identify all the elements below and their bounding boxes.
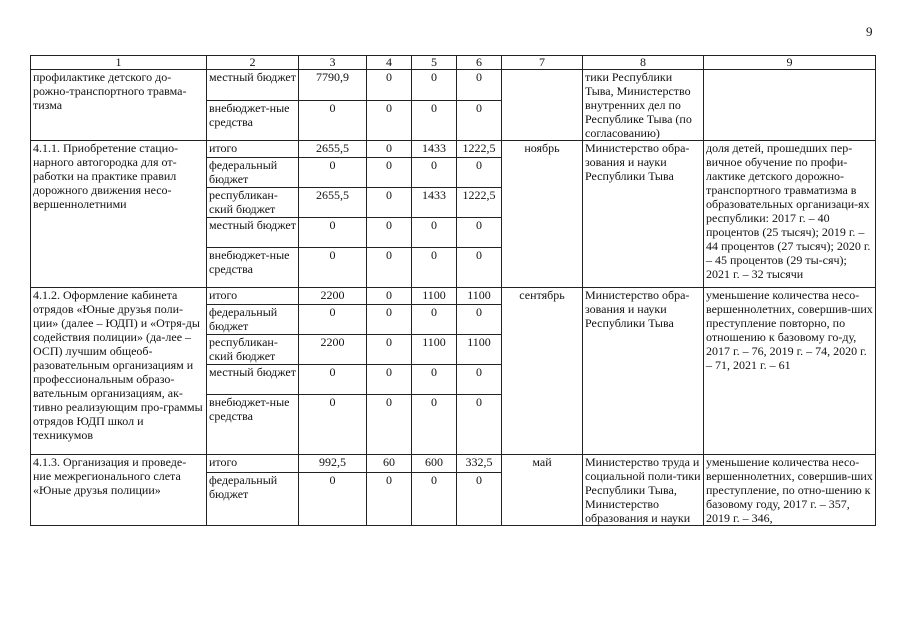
amount-col4-cell: 0	[367, 473, 412, 526]
amount-col5-cell: 1433	[412, 188, 457, 218]
amount-col6-cell: 0	[457, 395, 502, 455]
table-row	[31, 141, 876, 158]
term-cell: май	[502, 455, 583, 526]
amount-col5-cell: 0	[412, 473, 457, 526]
amount-total-cell: 0	[299, 248, 367, 288]
amount-col6-cell: 0	[457, 365, 502, 395]
indicator-cell	[704, 70, 876, 141]
funding-source-cell: местный бюджет	[207, 218, 299, 248]
executor-cell: Министерство обра-зования и науки Республики Тыва	[583, 288, 704, 455]
amount-col5-cell: 0	[412, 158, 457, 188]
indicator-cell: уменьшение количества несо-вершеннолетних, совершив-ших преступление, по отно-шению к базовому году, 2017 г. – 357, 2019 г. – 346,	[704, 455, 876, 526]
amount-col6-cell: 0	[457, 473, 502, 526]
amount-col4-cell: 0	[367, 141, 412, 158]
amount-col5-cell: 0	[412, 218, 457, 248]
amount-col4-cell: 0	[367, 288, 412, 305]
amount-col5-cell: 1433	[412, 141, 457, 158]
table-row	[31, 288, 876, 305]
amount-col5-cell: 0	[412, 248, 457, 288]
amount-total-cell: 0	[299, 365, 367, 395]
amount-col4-cell: 0	[367, 248, 412, 288]
funding-source-cell: внебюджет-ные средства	[207, 395, 299, 455]
amount-total-cell: 2655,5	[299, 188, 367, 218]
amount-col4-cell: 0	[367, 365, 412, 395]
amount-total-cell: 0	[299, 101, 367, 141]
amount-total-cell: 0	[299, 473, 367, 526]
funding-source-cell: федеральный бюджет	[207, 305, 299, 335]
amount-col5-cell: 0	[412, 101, 457, 141]
amount-col6-cell: 1100	[457, 335, 502, 365]
measure-title-cell: профилактике детского до-рожно-транспортного травма-тизма	[31, 70, 207, 141]
table-row	[31, 70, 876, 101]
measure-title-cell: 4.1.1. Приобретение стацио-нарного автогородка для от-работки на практике правил дорожного движения несо-вершеннолетними	[31, 141, 207, 288]
funding-source-cell: местный бюджет	[207, 365, 299, 395]
amount-total-cell: 2200	[299, 288, 367, 305]
executor-cell: Министерство обра-зования и науки Республики Тыва	[583, 141, 704, 288]
amount-col6-cell: 0	[457, 248, 502, 288]
funding-source-cell: итого	[207, 288, 299, 305]
header-cell: 3	[299, 56, 367, 70]
amount-col6-cell: 0	[457, 218, 502, 248]
amount-col4-cell: 0	[367, 305, 412, 335]
measure-title-cell: 4.1.2. Оформление кабинета отрядов «Юные друзья поли-ции» (далее – ЮДП) и «Отря-ды содействия полиции» (да-лее – ОСП) лучшим общеоб-разовательным организациям и профессиональным образо-вательным организациям, ак-тивно реализующим про-граммы отрядов ЮДП школ и техникумов	[31, 288, 207, 455]
amount-col5-cell: 0	[412, 305, 457, 335]
funding-source-cell: республикан-ский бюджет	[207, 335, 299, 365]
amount-col4-cell: 0	[367, 158, 412, 188]
executor-cell: тики Республики Тыва, Министерство внутренних дел по Республике Тыва (по согласованию)	[583, 70, 704, 141]
funding-source-cell: внебюджет-ные средства	[207, 101, 299, 141]
page-number: 9	[866, 24, 873, 39]
amount-total-cell: 992,5	[299, 455, 367, 473]
header-cell: 5	[412, 56, 457, 70]
header-cell: 8	[583, 56, 704, 70]
amount-total-cell: 0	[299, 218, 367, 248]
amount-col6-cell: 0	[457, 101, 502, 141]
amount-total-cell: 0	[299, 395, 367, 455]
header-cell: 7	[502, 56, 583, 70]
amount-col4-cell: 0	[367, 70, 412, 101]
funding-source-cell: местный бюджет	[207, 70, 299, 101]
amount-total-cell: 0	[299, 158, 367, 188]
amount-col4-cell: 0	[367, 335, 412, 365]
amount-col5-cell: 0	[412, 70, 457, 101]
header-cell: 1	[31, 56, 207, 70]
amount-col5-cell: 0	[412, 395, 457, 455]
header-cell: 9	[704, 56, 876, 70]
amount-col5-cell: 1100	[412, 288, 457, 305]
header-row	[31, 56, 876, 70]
amount-total-cell: 0	[299, 305, 367, 335]
amount-col5-cell: 0	[412, 365, 457, 395]
amount-col4-cell: 0	[367, 188, 412, 218]
amount-col5-cell: 1100	[412, 335, 457, 365]
amount-col6-cell: 0	[457, 305, 502, 335]
amount-col4-cell: 0	[367, 101, 412, 141]
term-cell	[502, 70, 583, 141]
measure-title-cell: 4.1.3. Организация и проведе-ние межрегионального слета «Юные друзья полиции»	[31, 455, 207, 526]
table-row	[31, 455, 876, 473]
indicator-cell: уменьшение количества несо-вершеннолетних, совершив-ших преступление повторно, по отношению к базовому го-ду, 2017 г. – 76, 2019 г. – 74, 2020 г. – 71, 2021 г. – 61	[704, 288, 876, 455]
amount-col4-cell: 0	[367, 218, 412, 248]
funding-source-cell: федеральный бюджет	[207, 473, 299, 526]
funding-source-cell: внебюджет-ные средства	[207, 248, 299, 288]
funding-source-cell: федеральный бюджет	[207, 158, 299, 188]
amount-col6-cell: 1222,5	[457, 141, 502, 158]
amount-total-cell: 7790,9	[299, 70, 367, 101]
header-cell: 2	[207, 56, 299, 70]
header-cell: 4	[367, 56, 412, 70]
funding-source-cell: итого	[207, 455, 299, 473]
program-table	[30, 55, 876, 526]
header-cell: 6	[457, 56, 502, 70]
amount-col4-cell: 60	[367, 455, 412, 473]
amount-col6-cell: 1100	[457, 288, 502, 305]
amount-col6-cell: 0	[457, 158, 502, 188]
amount-col6-cell: 1222,5	[457, 188, 502, 218]
amount-col4-cell: 0	[367, 395, 412, 455]
amount-col6-cell: 332,5	[457, 455, 502, 473]
amount-col5-cell: 600	[412, 455, 457, 473]
term-cell: ноябрь	[502, 141, 583, 288]
term-cell: сентябрь	[502, 288, 583, 455]
funding-source-cell: итого	[207, 141, 299, 158]
indicator-cell: доля детей, прошедших пер-вичное обучение по профи-лактике детского дорожно-транспортного травматизма в образовательных организаци-ях республики: 2017 г. – 40 процентов (25 тысяч); 2019 г. – 44 процентов (27 тысяч); 2020 г. – 45 процентов (29 ты-сяч); 2021 г. – 32 тысячи	[704, 141, 876, 288]
amount-total-cell: 2200	[299, 335, 367, 365]
executor-cell: Министерство труда и социальной поли-тики Республики Тыва, Министерство образования и науки	[583, 455, 704, 526]
funding-source-cell: республикан-ский бюджет	[207, 188, 299, 218]
amount-total-cell: 2655,5	[299, 141, 367, 158]
amount-col6-cell: 0	[457, 70, 502, 101]
